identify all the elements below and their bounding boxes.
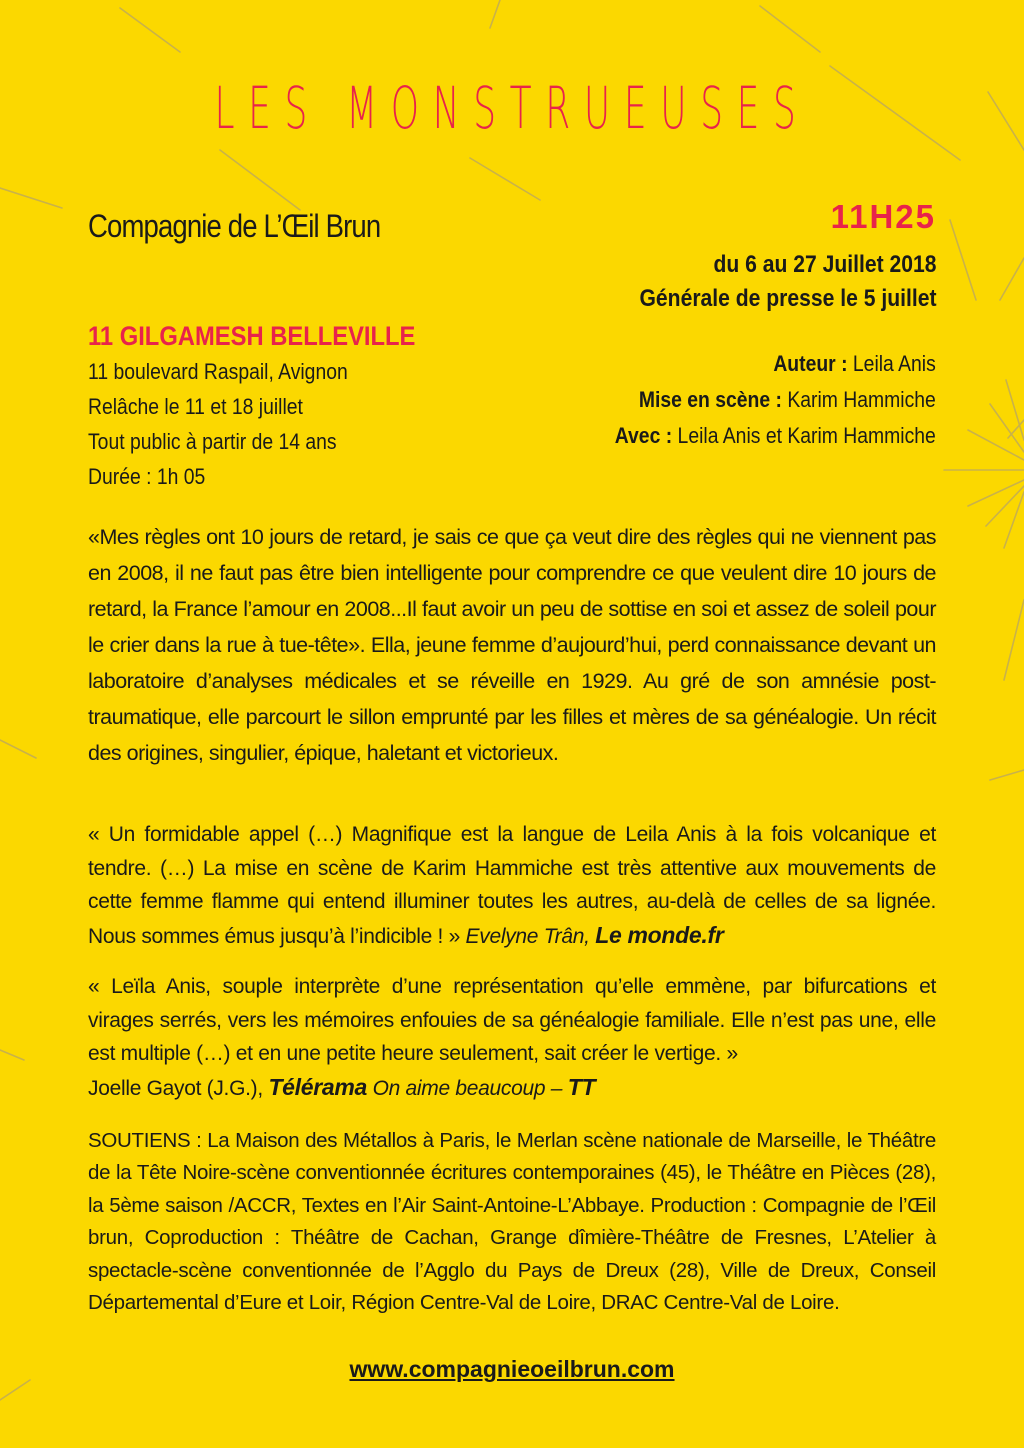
- review-rating: TT: [567, 1073, 596, 1100]
- review-le-monde: [88, 818, 936, 953]
- director-label: Mise en scène :: [639, 387, 783, 412]
- review-publication: Le monde.fr: [595, 921, 724, 948]
- schedule: [639, 248, 936, 316]
- credits: [615, 346, 936, 454]
- duration: Durée : 1h 05: [88, 464, 206, 489]
- relache-dates: Relâche le 11 et 18 juillet: [88, 394, 303, 419]
- director-name: Karim Hammiche: [787, 387, 936, 412]
- author-name: Leila Anis: [853, 351, 936, 376]
- director-credit: [615, 382, 936, 418]
- date-range: du 6 au 27 Juillet 2018: [712, 251, 936, 278]
- review-rating-text: On aime beaucoup –: [372, 1076, 563, 1100]
- venue-name: 11 GILGAMESH BELLEVILLE: [88, 321, 416, 351]
- venue-info: [88, 318, 415, 494]
- review-quote: « Un formidable appel (…) Magnifique est la langue de Leila Anis à la fois volcanique et tendre. (…) La mise en scène de Karim Hammiche est très attentive aux mouvements de cette femme flamme qui entend illuminer toutes les autres, au-delà de celles de sa lignée. Nous sommes émus jusqu’à l’indicible ! »: [88, 823, 936, 948]
- cast-credit: [615, 418, 936, 454]
- company-name: Compagnie de L’Œil Brun: [88, 208, 381, 244]
- review-quote: « Leïla Anis, souple interprète d’une représentation qu’elle emmène, par bifurcations et virages serrés, vers les mémoires enfouies de sa généalogie familiale. Elle n’est pas une, elle est multiple (…) et en une petite heure seulement, sait créer le vertige. »: [88, 975, 936, 1065]
- venue-address: 11 boulevard Raspail, Avignon: [88, 359, 348, 384]
- author-label: Auteur :: [773, 351, 848, 376]
- review-author: Evelyne Trân,: [465, 924, 590, 948]
- support-credits: SOUTIENS : La Maison des Métallos à Paris, le Merlan scène nationale de Marseille, le Théâtre de la Tête Noire-scène conventionnée écritures contemporaines (45), le Théâtre en Pièces (28), la 5ème saison /ACCR, Textes en l’Air Saint-Antoine-L’Abbaye. Production : Compagnie de l’Œil brun, Coproduction : Théâtre de Cachan, Grange dîmière-Théâtre de Fresnes, L’Atelier à spectacle-scène conventionnée de l’Agglo du Pays de Dreux (28), Ville de Dreux, Conseil Départemental d’Eure et Loir, Région Centre-Val de Loire, DRAC Centre-Val de Loire.: [88, 1129, 936, 1315]
- synopsis: «Mes règles ont 10 jours de retard, je sais ce que ça veut dire des règles qui ne viennent pas en 2008, il ne faut pas être bien intelligente pour comprendre ce que veulent dire 10 jours de retard, la France l’amour en 2008...Il faut avoir un peu de sottise en soi et assez de soleil pour le crier dans la rue à tue-tête». Ella, jeune femme d’aujourd’hui, perd connaissance devant un laboratoire d’analyses médicales et se réveille en 1929. Au gré de son amnésie post-traumatique, elle parcourt le sillon emprunté par les filles et mères de sa généalogie. Un récit des origines, singulier, épique, haletant et victorieux.: [88, 525, 936, 765]
- review-telerama: [88, 970, 936, 1105]
- press-preview: Générale de presse le 5 juillet: [639, 285, 936, 312]
- website-link[interactable]: www.compagnieoeilbrun.com: [349, 1356, 675, 1382]
- review-author: Joelle Gayot (J.G.),: [88, 1076, 263, 1100]
- author-credit: [615, 346, 936, 382]
- cast-names: Leila Anis et Karim Hammiche: [677, 423, 936, 448]
- cast-label: Avec :: [614, 423, 673, 448]
- show-title: LES MONSTRUEUSES: [214, 74, 810, 142]
- audience: Tout public à partir de 14 ans: [88, 429, 337, 454]
- review-publication: Télérama: [268, 1073, 368, 1100]
- show-time: 11H25: [830, 198, 936, 235]
